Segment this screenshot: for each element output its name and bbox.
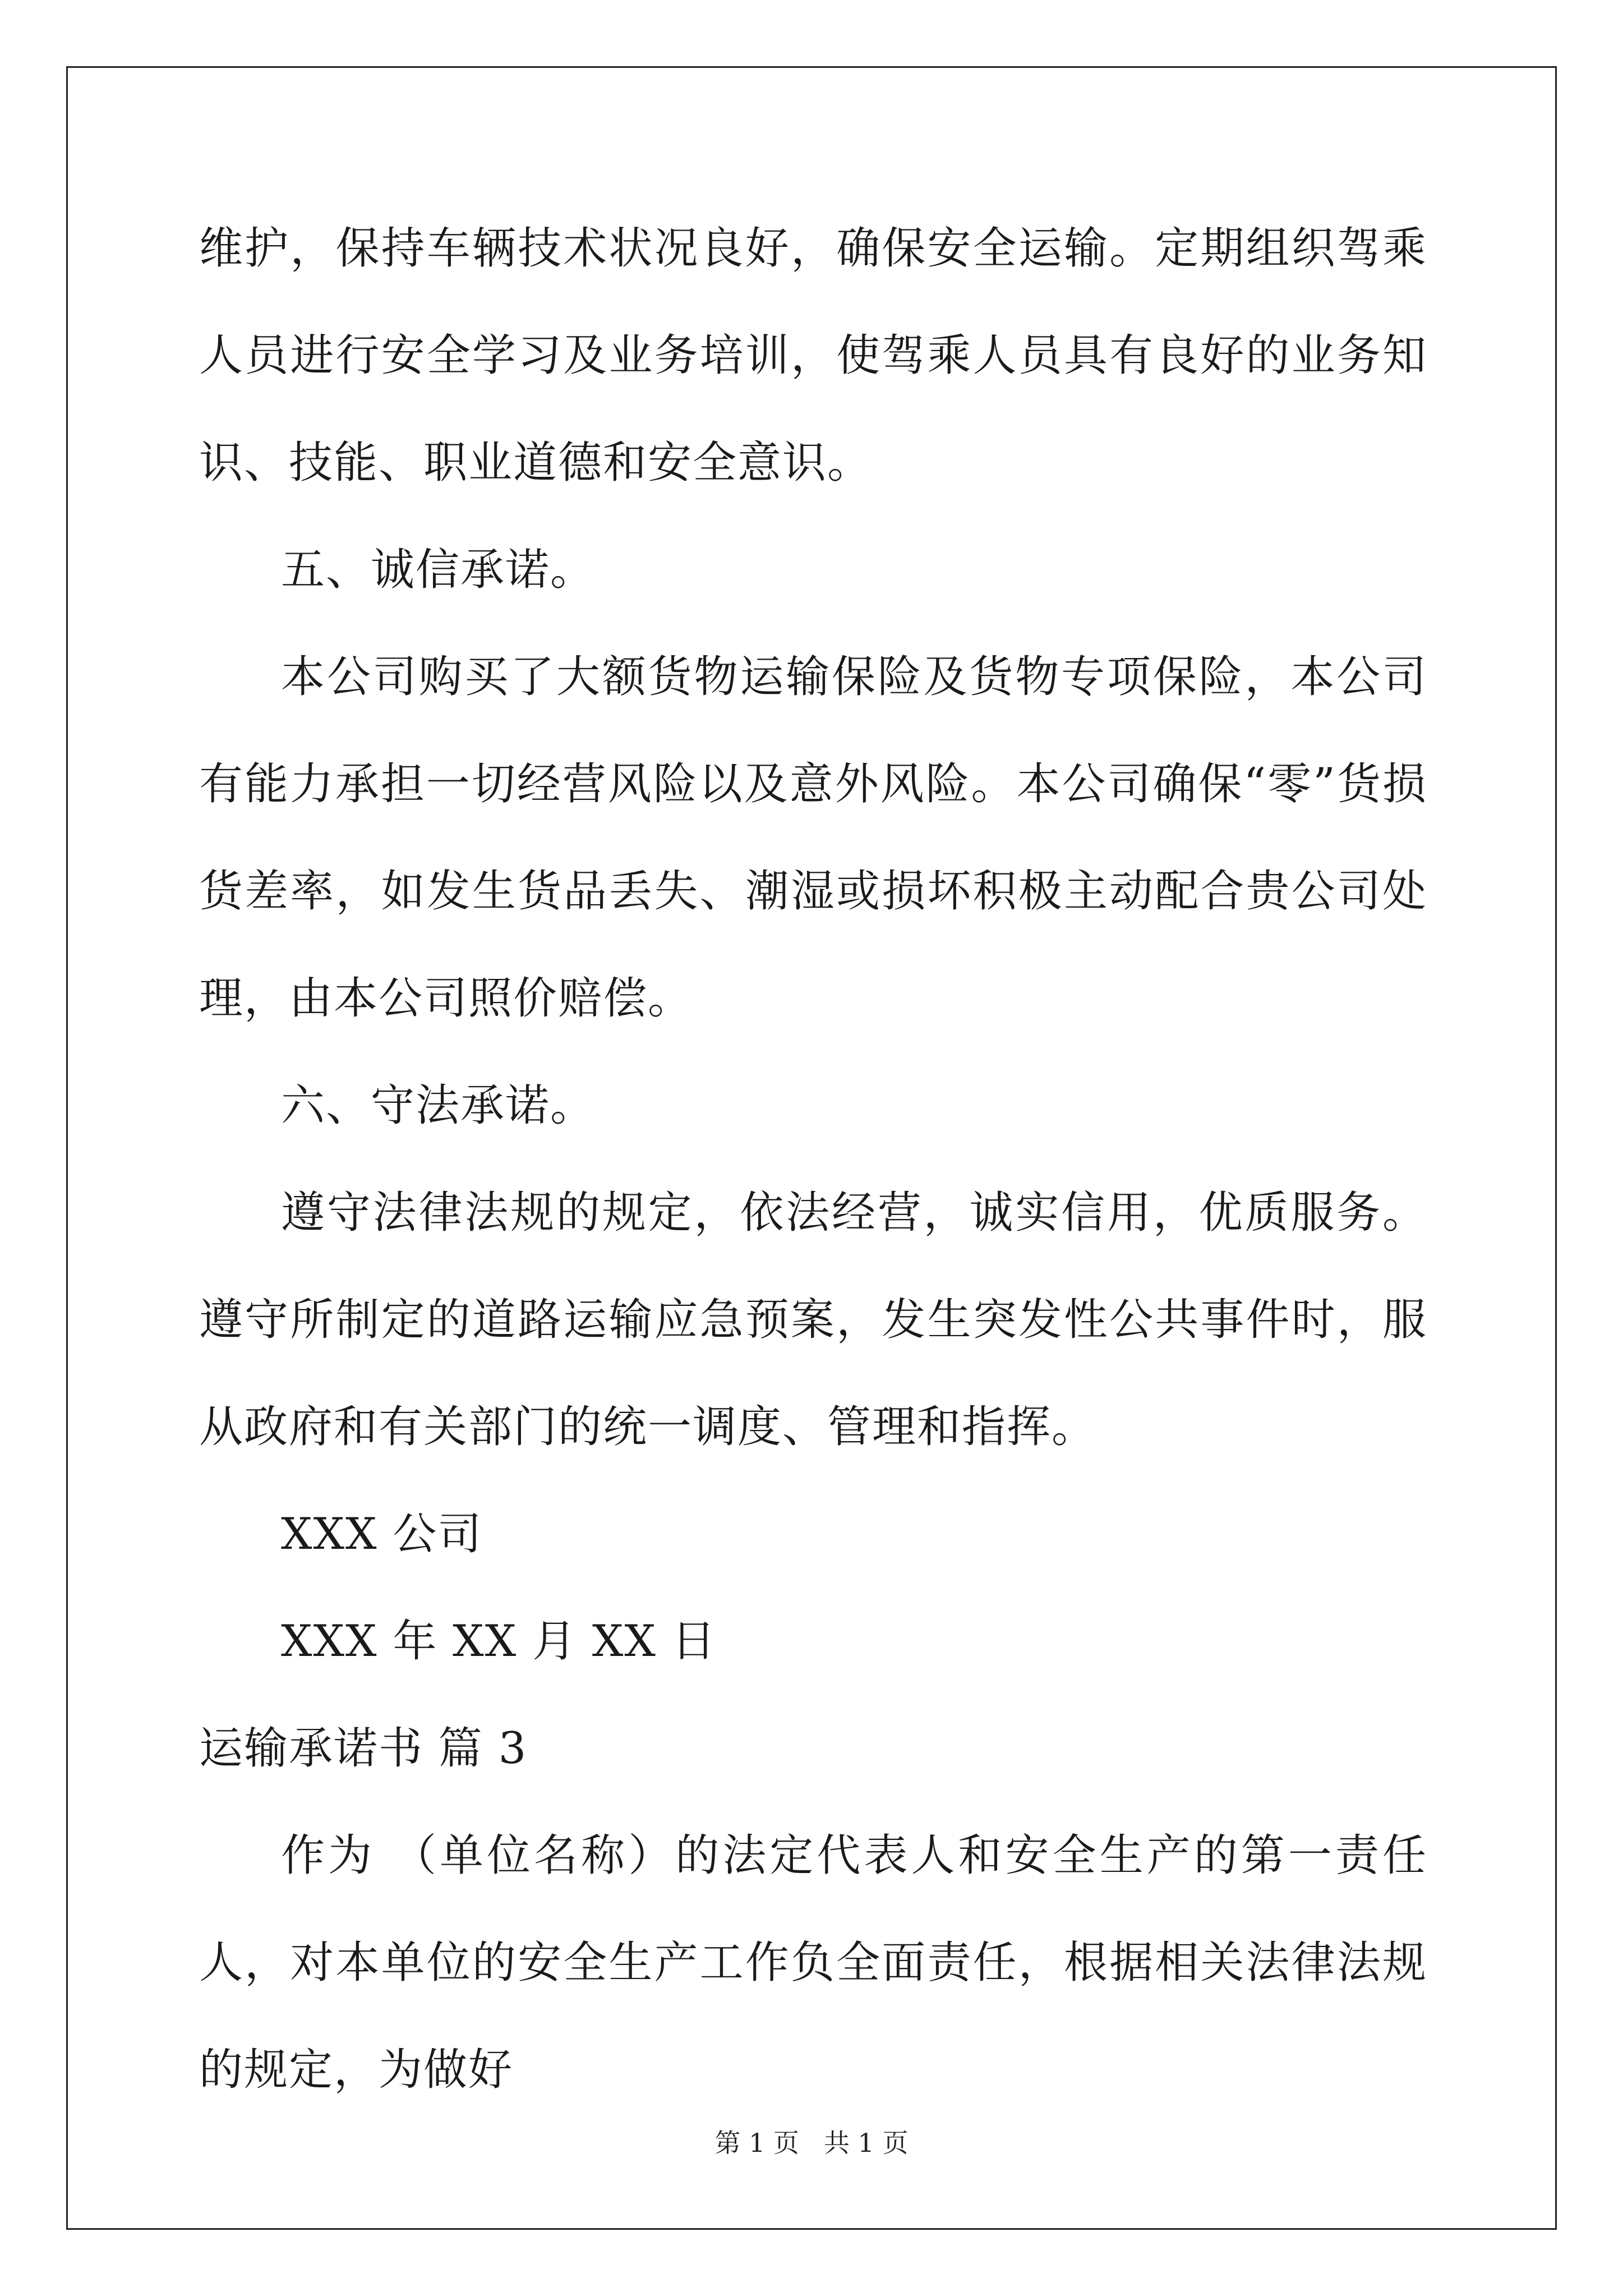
- paragraph-insurance: 本公司购买了大额货物运输保险及货物专项保险，本公司有能力承担一切经营风险以及意外风险。本公司确保“零”货损货差率，如发生货品丢失、潮湿或损坏积极主动配合贵公司处理，由本公司照价赔偿。: [199, 652, 1427, 1024]
- paragraph-responsibility: 作为 （单位名称）的法定代表人和安全生产的第一责任人，对本单位的安全生产工作负全面责任，根据相关法律法规的规定，为做好: [199, 1830, 1427, 2095]
- section-heading-integrity: 五、诚信承诺。: [281, 545, 596, 595]
- article-title: 运输承诺书 篇 3: [199, 1723, 528, 1774]
- page-number: 第 1 页: [714, 2128, 800, 2158]
- section-heading-law: 六、守法承诺。: [281, 1080, 596, 1131]
- page-footer: [0, 2126, 1623, 2160]
- paragraph-compliance: 遵守法律法规的规定，依法经营，诚实信用，优质服务。遵守所制定的道路运输应急预案，发生突发性公共事件时，服从政府和有关部门的统一调度、管理和指挥。: [199, 1188, 1427, 1452]
- document-body: [199, 195, 1427, 2124]
- paragraph-continuation: 维护，保持车辆技术状况良好，确保安全运输。定期组织驾乘人员进行安全学习及业务培训，使驾乘人员具有良好的业务知识、技能、职业道德和安全意识。: [199, 223, 1427, 488]
- signature-company: XXX 公司: [281, 1509, 483, 1559]
- signature-date: XXX 年 XX 月 XX 日: [281, 1616, 717, 1667]
- page-total: 共 1 页: [823, 2128, 909, 2158]
